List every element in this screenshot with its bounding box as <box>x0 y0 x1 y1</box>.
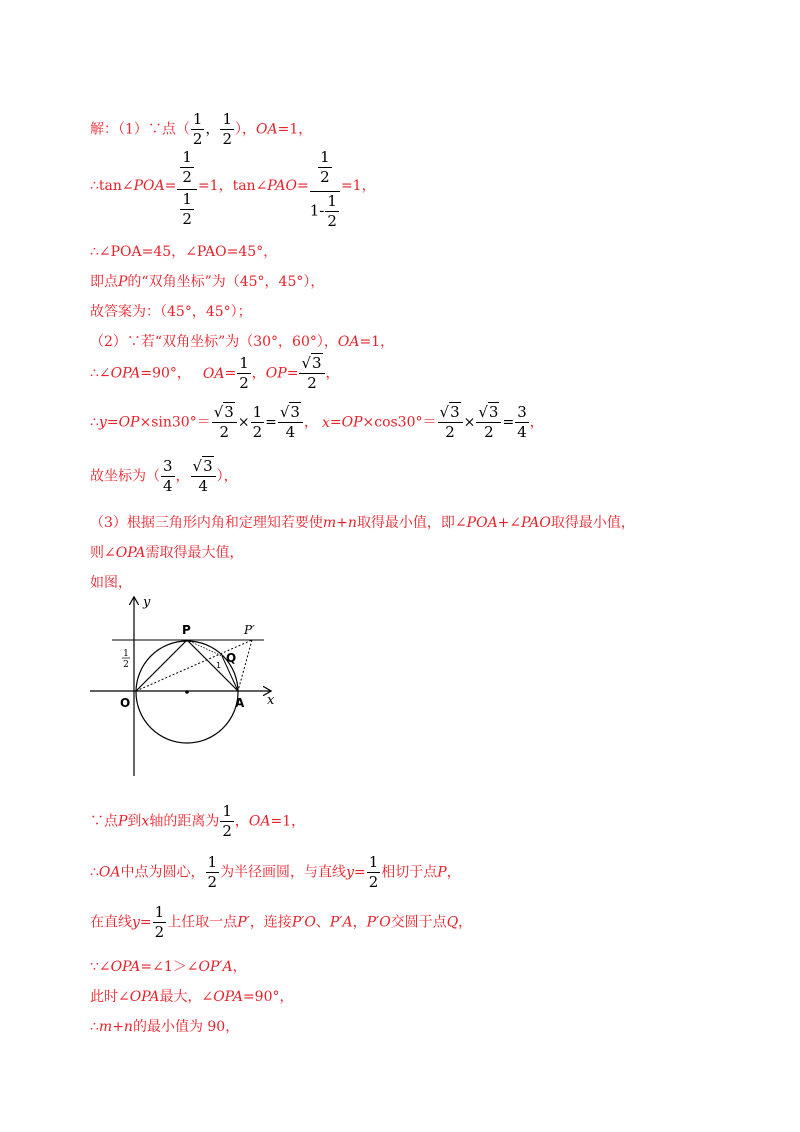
solution-line-11 <box>90 543 243 563</box>
var-OPA: OPA <box>110 959 141 975</box>
denominator: 2 <box>327 212 337 230</box>
denominator: 2 <box>222 130 233 148</box>
var-P: P <box>118 813 128 830</box>
fraction-sqrt3-over-2 <box>212 405 237 440</box>
radicand: 3 <box>450 403 460 421</box>
fraction-half <box>318 150 332 187</box>
text: = <box>139 914 152 931</box>
fraction-half <box>251 405 265 440</box>
fraction-half-over-one-minus-half <box>310 150 340 229</box>
denominator: 2 <box>484 423 494 441</box>
var-P: P <box>437 864 447 881</box>
text: ∵点 <box>90 813 118 830</box>
denominator: 4 <box>198 477 208 495</box>
denominator: 2 <box>219 423 230 441</box>
denominator: 2 <box>192 130 203 148</box>
numerator: 1 <box>327 192 337 210</box>
denominator: 2 <box>368 873 379 891</box>
solution-line-16 <box>90 957 247 977</box>
one-minus: 1- <box>309 201 325 220</box>
var-OA: OA <box>248 813 271 830</box>
denominator: 2 <box>307 374 317 392</box>
fraction-half <box>206 855 220 890</box>
sqrt: √3 <box>301 354 322 372</box>
text: = <box>297 178 309 194</box>
text: ×sin30°＝ <box>139 414 211 431</box>
text: 轴的距离为 <box>149 813 220 830</box>
solution-line-7 <box>90 356 340 391</box>
solution-line-3 <box>90 242 277 262</box>
denominator <box>177 190 197 227</box>
text: =1，tan∠ <box>197 178 268 194</box>
tick-half-den: 2 <box>123 660 129 670</box>
numerator: 1 <box>222 802 232 820</box>
text: ， <box>232 959 247 975</box>
numerator: 1 <box>182 190 192 208</box>
text: ， <box>303 414 318 431</box>
text: 、 <box>315 914 330 931</box>
var-OPA: OPA <box>213 989 243 1005</box>
fraction-half <box>220 112 234 147</box>
denominator: 2 <box>222 822 232 840</box>
text: 取得最小值，即∠ <box>356 515 467 531</box>
text: ）， <box>235 121 257 138</box>
text: 如图， <box>90 575 132 591</box>
var-POA-PAO: POA+∠PAO <box>466 515 551 531</box>
numerator: 1 <box>154 903 165 921</box>
tick-half-num: 1 <box>123 649 129 659</box>
fraction-half <box>325 194 339 229</box>
var-y: y <box>346 864 354 881</box>
text: 取得最小值， <box>550 515 635 531</box>
var-POA: POA <box>133 178 165 194</box>
text: = <box>224 365 237 382</box>
label-y: y <box>143 595 151 610</box>
var-y: y <box>98 414 107 431</box>
fraction-three-quarters <box>515 405 529 440</box>
numerator: 1 <box>239 354 249 372</box>
var-OP: OP <box>341 414 363 431</box>
text: 需取得最大值， <box>145 545 244 561</box>
text: ， <box>205 121 220 138</box>
equals: = <box>502 414 515 431</box>
text: ， <box>458 914 473 931</box>
numerator <box>438 405 463 423</box>
text: 中点为圆心， <box>120 864 205 881</box>
text: = <box>286 365 299 382</box>
fraction-half <box>180 150 194 187</box>
text: ， <box>234 813 249 830</box>
var-Pprime: P′ <box>237 914 250 931</box>
sqrt: √3 <box>213 403 234 421</box>
sqrt: √3 <box>478 403 499 421</box>
text: =1， <box>359 334 395 350</box>
text: ）， <box>216 468 238 485</box>
fraction-sqrt3-over-2 <box>438 405 463 440</box>
text: =1， <box>340 178 376 194</box>
numerator: 3 <box>163 457 173 475</box>
solution-line-5 <box>90 302 252 322</box>
solution-line-8 <box>90 405 544 440</box>
text: ∴tan∠ <box>90 178 134 194</box>
var-OP: OP <box>118 414 140 431</box>
var-OPA: OPA <box>129 989 160 1005</box>
var-OPA: OPA <box>115 545 146 561</box>
var-PprimeO: P′O <box>366 914 391 931</box>
text: 交圆于点 <box>390 914 447 931</box>
denominator: 2 <box>320 168 330 186</box>
text: ， <box>529 414 544 431</box>
segment-PQ <box>187 640 222 656</box>
numerator: 1 <box>207 853 218 871</box>
text: = <box>329 414 342 431</box>
numerator <box>476 405 501 423</box>
text: 解：（1）∵点（ <box>90 121 190 138</box>
var-OA: OA <box>202 365 225 382</box>
text: 即点 <box>90 274 118 290</box>
fraction-half <box>153 905 167 940</box>
text: ∵∠ <box>90 959 111 975</box>
solution-line-1 <box>90 112 312 147</box>
text: ，连接 <box>249 914 292 931</box>
var-OA: OA <box>98 864 121 881</box>
fraction-half-over-half <box>177 150 197 227</box>
denominator: 2 <box>239 374 249 392</box>
solution-line-18 <box>90 1017 239 1037</box>
fraction-half <box>191 112 205 147</box>
text: ∴ <box>90 864 99 881</box>
var-x: x <box>321 414 330 431</box>
label-P: P <box>182 623 191 637</box>
fraction-sqrt3-over-4 <box>191 459 216 494</box>
denominator: 2 <box>207 873 218 891</box>
text: ×cos30°＝ <box>362 414 437 431</box>
text: ， <box>446 864 461 881</box>
denominator: 2 <box>154 923 165 941</box>
numerator <box>310 150 340 192</box>
text: ∴∠POA=45，∠PAO=45°， <box>90 244 278 260</box>
fraction-three-quarters <box>161 459 175 494</box>
denominator: 4 <box>163 477 173 495</box>
text: =90°， <box>140 365 191 382</box>
text: 在直线 <box>90 914 132 931</box>
solution-line-9 <box>90 459 238 494</box>
fraction-half <box>367 855 381 890</box>
numerator <box>191 459 216 477</box>
text: 则∠ <box>90 545 116 561</box>
label-1: 1 <box>216 661 222 670</box>
text: ， <box>325 365 340 382</box>
numerator <box>212 405 237 423</box>
solution-line-12 <box>90 573 132 593</box>
text: =90°， <box>242 989 294 1005</box>
text: =∠1＞∠ <box>140 959 199 975</box>
text: ∴∠ <box>90 365 111 382</box>
numerator: 1 <box>320 148 330 166</box>
fraction-half <box>180 192 194 227</box>
label-Q: Q <box>226 651 237 665</box>
label-O: O <box>120 696 131 710</box>
times: × <box>463 414 476 431</box>
radicand: 3 <box>224 403 234 421</box>
denominator: 2 <box>445 423 455 441</box>
text: ， <box>251 365 266 382</box>
numerator: 1 <box>252 403 263 421</box>
fraction-sqrt3-over-2 <box>299 356 324 391</box>
text: 的最小值为 90， <box>132 1019 240 1035</box>
radicand: 3 <box>488 403 499 421</box>
segment-PpA <box>238 640 252 691</box>
var-PAO: PAO <box>267 178 298 194</box>
solution-line-17 <box>90 987 293 1007</box>
numerator: 1 <box>192 110 203 128</box>
solution-line-14 <box>90 855 461 890</box>
denominator: 4 <box>517 423 527 441</box>
denominator: 4 <box>285 423 296 441</box>
var-OA: OA <box>256 121 278 138</box>
numerator <box>299 356 324 374</box>
fraction-sqrt3-over-2 <box>476 405 501 440</box>
text: ∴ <box>90 414 99 431</box>
numerator: 1 <box>368 853 379 871</box>
equals: = <box>265 414 277 431</box>
text: 此时∠ <box>90 989 130 1005</box>
var-x: x <box>141 813 150 830</box>
var-OP: OP <box>265 365 287 382</box>
text: = <box>106 414 119 431</box>
sqrt: √3 <box>192 457 213 475</box>
fraction-sqrt3-over-4 <box>278 405 303 440</box>
radicand: 3 <box>290 403 300 421</box>
text: 为半径画圆，与直线 <box>220 864 347 881</box>
sqrt: √3 <box>439 403 460 421</box>
denominator: 2 <box>252 423 263 441</box>
var-PprimeO: P′O <box>291 914 316 931</box>
times: × <box>237 414 250 431</box>
var-PprimeA: P′A <box>329 914 353 931</box>
geometry-diagram <box>86 592 286 782</box>
text: 故答案为：（45°，45°）； <box>90 304 252 320</box>
radicand: 3 <box>203 457 213 475</box>
numerator: 1 <box>222 110 233 128</box>
var-m-plus-n: m+n <box>98 1019 133 1035</box>
text: 上任取一点 <box>167 914 238 931</box>
var-P: P <box>118 274 128 290</box>
numerator: 1 <box>182 148 192 166</box>
solution-line-10 <box>90 513 635 533</box>
radicand: 3 <box>312 354 322 372</box>
solution-line-15 <box>90 905 472 940</box>
text: 最大，∠ <box>159 989 214 1005</box>
denominator: 2 <box>182 210 192 228</box>
solution-line-4 <box>90 272 324 292</box>
var-m-plus-n: m+n <box>322 515 357 531</box>
text: ， <box>175 468 190 485</box>
denominator: 2 <box>182 168 192 186</box>
var-OA: OA <box>337 334 360 350</box>
fraction-half <box>237 356 251 391</box>
sqrt: √3 <box>279 403 300 421</box>
denominator <box>310 192 340 229</box>
numerator <box>177 150 197 190</box>
solution-line-2 <box>90 150 376 229</box>
numerator: 3 <box>517 403 527 421</box>
var-OPprimeA: OP′A <box>198 959 233 975</box>
text: = <box>164 178 177 194</box>
label-A: A <box>235 696 245 710</box>
var-OPA: OPA <box>110 365 141 382</box>
numerator <box>278 405 303 423</box>
var-Q: Q <box>446 914 459 931</box>
text: （3）根据三角形内角和定理知若要使 <box>90 515 323 531</box>
center-dot <box>185 690 189 694</box>
text: =1， <box>277 121 313 138</box>
text: 故坐标为（ <box>90 468 160 485</box>
solution-line-13 <box>90 804 305 839</box>
label-x: x <box>267 693 275 708</box>
text: ， <box>352 914 367 931</box>
text: 的“双角坐标”为（45°，45°）， <box>127 274 325 290</box>
solution-line-6 <box>90 332 394 352</box>
text: =1， <box>270 813 306 830</box>
text: = <box>353 864 366 881</box>
text: 相切于点 <box>381 864 438 881</box>
text: 到 <box>127 813 142 830</box>
text: （2）∵若“双角坐标”为（30°，60°）， <box>90 334 338 350</box>
text: ∴ <box>90 1019 99 1035</box>
fraction-half <box>220 804 234 839</box>
var-y: y <box>132 914 140 931</box>
label-Pprime: P′ <box>244 623 255 637</box>
